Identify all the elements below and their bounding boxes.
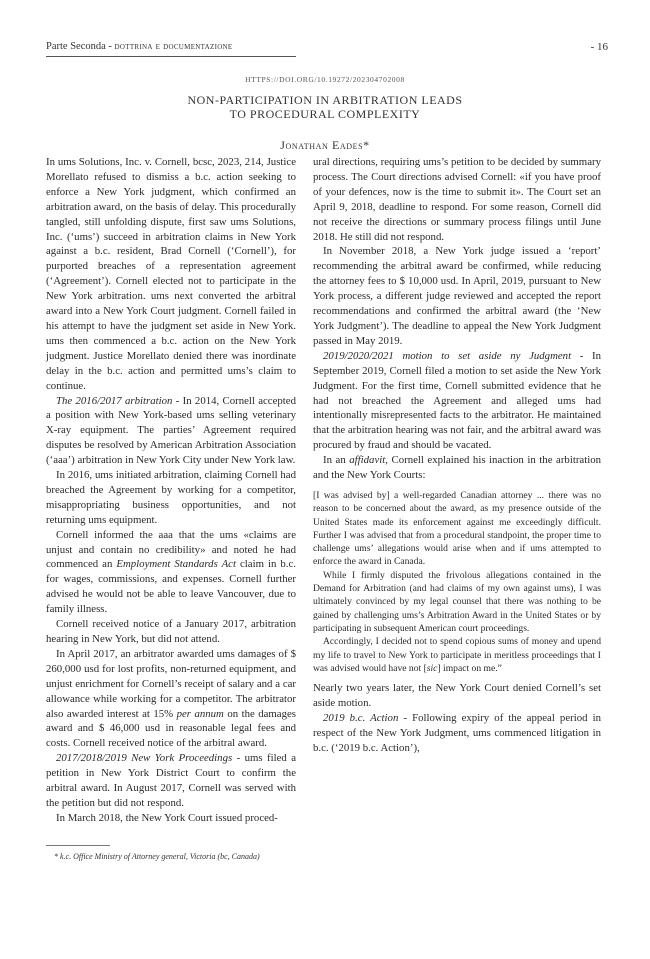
paragraph: In ums Solutions, Inc. v. Cornell, bcsc, 2023, 214, Justice Morellato refused to dismiss a b.c. action seeking to enforce a New York judgment, which confirmed an arbitration award, on the basis of delay. This procedurally tangled, still unfolding dispute, first saw ums Solutions, Inc. (‘ums’) succeed in arbitration claims in New York against a b.c. resident, Brad Cornell (‘Cornell’), for purported breaches of a representation agreement (‘Agreement’). Cornell elected not to participate in the New York arbitration. ums next converted the arbitral award into a New York Court judgment. Cornell failed in his attempt to have the judgment set aside in New York. ums then commenced a b.c. action on the New York judgment. Justice Morellato denied there was inordinate delay in the b.c. action and permitted ums’s claim to continue. bbox=[46, 156, 296, 392]
paragraph: The 2016/2017 arbitration - In 2014, Cornell accepted a position with New York-based ums selling veterinary X-ray equipment. The parties’ Agreement required disputes be resolved by American Arbitration Association (‘aaa’) arbitration in New York City under New York law. bbox=[46, 394, 296, 467]
title-line-1: NON-PARTICIPATION IN ARBITRATION LEADS bbox=[187, 93, 463, 107]
section-heading: 2017/2018/2019 New York Proceedings bbox=[56, 752, 233, 765]
paragraph: In an affidavit, Cornell explained his inaction in the arbitration and the New York Courts: bbox=[313, 454, 601, 482]
doi-link[interactable]: HTTPS://DOI.ORG/10.19272/202304702008 bbox=[245, 75, 405, 84]
quote-paragraph: Accordingly, I decided not to spend copious sums of money and upend my life to travel to New York to participate in meritless proceedings that I was advised would have not [sic] impact on me.” bbox=[313, 636, 601, 674]
title-line-2: TO PROCEDURAL COMPLEXITY bbox=[229, 107, 421, 121]
paragraph: Cornell informed the aaa that the ums «claims are unjust and contain no credibility» and noted he had commenced an Employment Standards Act claim in b.c. for wages, commissions, and expenses. Cornell further advised he would not be able to leave Vancouver, due to family illness. bbox=[46, 528, 297, 616]
paragraph: In March 2018, the New York Court issued proced- bbox=[56, 811, 278, 824]
header-section-label: Parte Seconda - dottrina e documentazione bbox=[46, 41, 233, 52]
section-heading: 2019/2020/2021 motion to set aside ny Judgment bbox=[323, 349, 572, 362]
footnote: * k.c. Office Ministry of Attorney general, Victoria (bc, Canada) bbox=[54, 852, 260, 861]
quote-paragraph: While I firmly disputed the frivolous allegations contained in the Demand for Arbitration (and had claims of my own against ums), I was ultimately convinced by my legal counsel that there was nothing to be gained by challenging ums’s Arbitration Award in the United States or by participating in subsequent American court proceedings. bbox=[313, 569, 601, 634]
quote-paragraph: [I was advised by] a well-regarded Canadian attorney ... there was no reason to be concerned about the award, as my presence outside of the United States made its enforcement against me exceedingly difficult. Further I was advised that from a procedural standpoint, the proper time to challenge ums’ allegations would arise when and if ums attempted to enforce the award in Canada. bbox=[313, 489, 601, 568]
right-column bbox=[313, 155, 601, 756]
footnote-rule bbox=[46, 845, 110, 846]
block-quote bbox=[313, 489, 601, 675]
paragraph: In April 2017, an arbitrator awarded ums damages of $ 260,000 usd for lost profits, non-returned equipment, and unjust enrichment for Cornell’s receipt of salary and a car allowance while working for a competitor. The arbitrator also awarded interest at 15% per annum on the damages award and $ 46,000 usd in reasonable legal fees and costs. Cornell received notice of the arbitral award. bbox=[46, 647, 296, 750]
author-name: Jonathan Eades* bbox=[280, 138, 370, 152]
paragraph: In 2016, ums initiated arbitration, claiming Cornell had breached the Agreement by working for a competitor, misappropriating business opportunities, and not returning ums equipment. bbox=[46, 469, 296, 526]
left-column bbox=[46, 155, 296, 826]
section-heading: 2019 b.c. Action bbox=[323, 711, 399, 724]
paragraph: 2017/2018/2019 New York Proceedings - ums filed a petition in New York District Court to confirm the arbitral award. In August 2017, Cornell was served with the petition but did not respond. bbox=[46, 752, 297, 809]
paragraph: 2019 b.c. Action - Following expiry of the appeal period in respect of the New York Judgment, ums commenced litigation in b.c. (‘2019 b.c. Action’), bbox=[313, 711, 601, 754]
paragraph: Cornell received notice of a January 2017, arbitration hearing in New York, but did not attend. bbox=[46, 618, 296, 645]
header-rule bbox=[46, 56, 296, 57]
paragraph: 2019/2020/2021 motion to set aside ny Judgment - In September 2019, Cornell filed a motion to set aside the New York Judgment. For the first time, Cornell submitted evidence that he had not breached the Agreement and alleged ums had intentionally misrepresented facts to the arbitrator. He maintained that the arbitration hearing was not fair, and the arbitral award was procured by fraud and should be vacated. bbox=[313, 349, 601, 452]
section-heading: The 2016/2017 arbitration bbox=[56, 394, 173, 407]
paragraph: Nearly two years later, the New York Court denied Cornell’s set aside motion. bbox=[313, 682, 601, 709]
paragraph: ural directions, requiring ums’s petition to be decided by summary process. The Court directions advised Cornell: «if you have proof of your defences, now is the time to submit it». The Court set an April 9, 2018, deadline to respond. For some reason, Cornell did not receive the directions or summary process filings until June 2018. He still did not respond. bbox=[313, 156, 601, 243]
paragraph: In November 2018, a New York judge issued a ‘report’ recommending the arbitral award be confirmed, while reducing the attorney fees to $ 10,000 usd. In April, 2019, pursuant to New York process, a different judge reviewed and accepted the report recommendations and confirmed the arbitral award (the ‘New York Judgment’). The deadline to appeal the New York Judgment passed in May 2019. bbox=[313, 245, 601, 347]
page-number: - 16 bbox=[590, 41, 608, 53]
article-title bbox=[0, 93, 650, 121]
